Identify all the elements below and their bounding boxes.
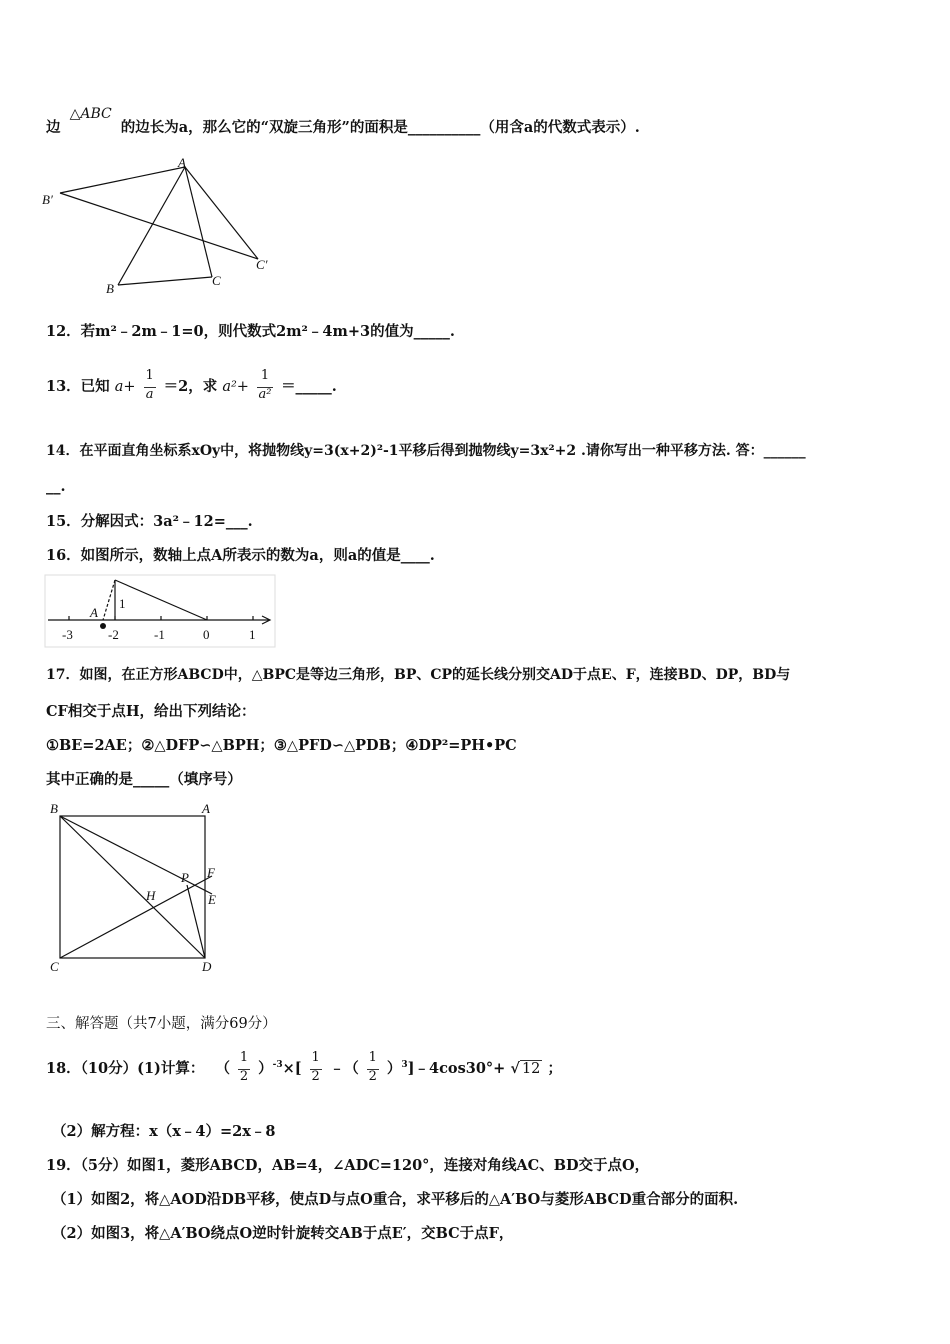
q17-line2: CF相交于点H，给出下列结论：: [46, 703, 256, 720]
tick-label: -1: [154, 627, 165, 642]
fig11-label-c-prime: C′: [256, 257, 268, 272]
q15: 15．分解因式：3a²﹣12=___.: [46, 513, 253, 530]
q18-exponent: -3: [272, 1060, 283, 1071]
q18-close: ）: [386, 1060, 402, 1077]
fig17-label-f: F: [207, 865, 215, 880]
q18-frac-b: [309, 1050, 323, 1084]
fig17-label-d: D: [202, 959, 212, 974]
q18-part2: （2）解方程：x（x﹣4）=2x﹣8: [52, 1123, 276, 1140]
q18-frac-c: [366, 1050, 380, 1084]
q18-frac-c-num: 1: [368, 1050, 377, 1065]
fig17-label-h: H: [146, 888, 156, 903]
q18-frac-c-den: 2: [368, 1069, 377, 1084]
q18-sqrt: 12: [521, 1061, 541, 1077]
q13-frac-1-den: a: [145, 387, 154, 402]
q18-paren-close: ）: [258, 1060, 273, 1077]
fig11-label-a: A: [178, 155, 186, 170]
fig17-label-p: P: [181, 870, 189, 885]
q18-frac-b-num: 1: [311, 1050, 320, 1065]
q13-a2-plus: a²+: [222, 379, 249, 395]
tick-label: -2: [108, 627, 119, 642]
fig17-label-a: A: [202, 801, 210, 816]
fig17-label-c: C: [50, 959, 59, 974]
q13-frac-2-den: a²: [258, 387, 272, 402]
q13-frac-1: [143, 368, 157, 402]
q14-line2: __.: [46, 478, 66, 495]
q18-semicolon: ；: [547, 1060, 562, 1077]
q13-eq2: ＝2，求: [163, 378, 218, 395]
fig11-label-c: C: [212, 273, 221, 288]
q19-line2: （1）如图2，将△AOD沿DB平移，使点D与点O重合，求平移后的△A′BO与菱形ABCD重合部分的面积.: [52, 1191, 739, 1208]
q11-prefix: 边: [46, 119, 61, 136]
tick-label: -3: [62, 627, 73, 642]
q11-line: [46, 106, 640, 137]
q19-line3: （2）如图3，将△A′BO绕点O逆时针旋转交AB于点E′，交BC于点F，: [52, 1225, 514, 1242]
fig11-label-b: B: [106, 281, 114, 296]
q18-lead: 18．（10分）(1)计算：: [46, 1060, 205, 1077]
q13-frac-1-num: 1: [145, 368, 154, 383]
q18-exponent-3: 3: [401, 1060, 408, 1071]
figure-square-abcd: [44, 798, 224, 978]
q13-lead: 13．已知: [46, 378, 110, 395]
fig16-label-1: 1: [119, 596, 126, 611]
q18-sqrt-sign: √: [510, 1060, 520, 1077]
q18-tail: ]﹣4cos30°+: [407, 1060, 506, 1077]
q11-triangle: △ABC: [69, 106, 112, 122]
q13-frac-2: [256, 368, 274, 402]
q17-line3: ①BE=2AE；②△DFP∽△BPH；③△PFD∽△PDB；④DP²=PH•PC: [46, 737, 517, 754]
tick-label: 1: [249, 627, 256, 642]
section-3-title: 三、解答题（共7小题，满分69分）: [46, 1016, 277, 1032]
q14-line1: 14．在平面直角坐标系xOy中，将抛物线y=3(x+2)²-1平移后得到抛物线y=3x²+2 .请你写出一种平移方法. 答：______: [46, 443, 806, 459]
q18-paren-open: （: [215, 1060, 230, 1077]
fig16-label-a: A: [90, 605, 98, 620]
q13-a-plus: a+: [114, 379, 136, 395]
fig17-label-e: E: [208, 892, 216, 907]
q18-frac-b-den: 2: [311, 1069, 320, 1084]
q17-line4: 其中正确的是_____（填序号）: [46, 771, 242, 788]
q13-frac-2-num: 1: [260, 368, 270, 383]
q17-line1: 17．如图，在正方形ABCD中，△BPC是等边三角形，BP、CP的延长线分别交AD于点E、F，连接BD、DP，BD与: [46, 667, 791, 683]
q18-frac-a: [237, 1050, 251, 1084]
q12: 12．若m²﹣2m﹣1=0，则代数式2m²﹣4m+3的值为_____.: [46, 323, 455, 340]
q16: 16．如图所示，数轴上点A所表示的数为a，则a的值是____.: [46, 547, 435, 564]
q18-frac-a-den: 2: [239, 1069, 249, 1084]
point-a: [100, 623, 106, 629]
q13-line: [46, 368, 337, 402]
fig17-label-b: B: [50, 801, 58, 816]
q18-minus: ﹣（: [329, 1060, 359, 1077]
q18-line1: [46, 1050, 562, 1084]
q19-line1: 19．（5分）如图1，菱形ABCD，AB=4，∠ADC=120°，连接对角线AC、BD交于点O，: [46, 1157, 650, 1174]
q18-times: ×[: [282, 1060, 302, 1077]
tick-label: 0: [203, 627, 210, 642]
figure-rotated-triangles: [40, 155, 280, 300]
figure-number-line: [44, 574, 276, 648]
q18-frac-a-num: 1: [239, 1050, 249, 1065]
q11-text: 的边长为a，那么它的“双旋三角形”的面积是__________（用含a的代数式表示）.: [120, 119, 640, 136]
fig11-label-b-prime: B′: [42, 192, 53, 207]
q13-tail: ＝_____.: [281, 378, 337, 395]
